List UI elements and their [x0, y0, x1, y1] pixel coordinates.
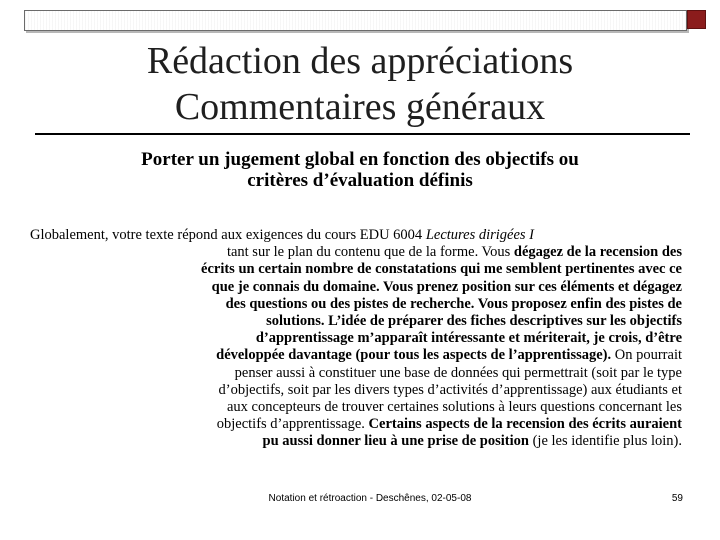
body-text: objectifs d’apprentissage. [216, 416, 369, 433]
page-number: 59 [671, 493, 683, 504]
body-line [30, 279, 682, 296]
body-bold-text: solutions. L’idée de préparer des fiches descriptives sur les objectifs [266, 313, 682, 330]
body-text: Globalement, votre texte répond aux exigences du cours EDU 6004 [30, 227, 426, 243]
slide-body-paragraph [30, 227, 682, 451]
decorative-red-square [687, 10, 706, 29]
body-line [30, 382, 682, 399]
body-line [30, 399, 682, 416]
body-bold-text: développée davantage (pour tous les aspects de l’apprentissage). [216, 347, 612, 364]
body-bold-text: que je connais du domaine. Vous prenez position sur ces éléments et dégagez [211, 278, 682, 295]
body-line [30, 261, 682, 278]
footer-text: Notation et rétroaction - Deschênes, 02-05-08 [268, 493, 472, 504]
decorative-top-bar [24, 10, 687, 31]
body-text: aux concepteurs de trouver certaines solutions à leurs questions concernant les [227, 399, 682, 416]
slide-title-line-1: Rédaction des appréciations [146, 40, 574, 82]
body-line [30, 296, 682, 313]
body-text: d’objectifs, soit par les divers types d’activités d’apprentissage) aux étudiants et [218, 381, 682, 398]
slide-subtitle-line-2: critères d’évaluation définis [247, 170, 473, 191]
body-text: tant sur le plan du contenu que de la forme. Vous [226, 244, 514, 261]
body-line [30, 433, 682, 450]
body-bold-text: écrits un certain nombre de constatations qui me semblent pertinentes avec ce [201, 261, 682, 278]
body-italic-text: Lectures dirigées I [425, 227, 535, 243]
body-text: penser aussi à constituer une base de données qui permettrait (soit par le type [234, 364, 682, 381]
body-line [30, 330, 682, 347]
body-line [30, 313, 682, 330]
slide-subtitle-line-1: Porter un jugement global en fonction des objectifs ou [141, 149, 579, 170]
body-line [30, 416, 682, 433]
body-line [30, 347, 682, 364]
title-divider [35, 133, 690, 135]
body-line [30, 227, 682, 244]
slide-subtitle [40, 149, 680, 191]
body-text: On pourrait [611, 347, 682, 364]
slide-title [80, 38, 640, 130]
body-bold-text: pu aussi donner lieu à une prise de position [262, 433, 529, 450]
slide-title-line-2: Commentaires généraux [174, 86, 546, 128]
body-bold-text: d’apprentissage m’apparaît intéressante et mériterait, je crois, d’être [255, 330, 682, 347]
body-bold-text: dégagez de la recension des [513, 244, 682, 261]
body-text: (je les identifie plus loin). [528, 433, 682, 450]
body-line [30, 244, 682, 261]
body-line [30, 365, 682, 382]
body-bold-text: des questions ou des pistes de recherche. Vous proposez enfin des pistes de [225, 295, 682, 312]
body-bold-text: Certains aspects de la recension des écrits auraient [368, 416, 682, 433]
